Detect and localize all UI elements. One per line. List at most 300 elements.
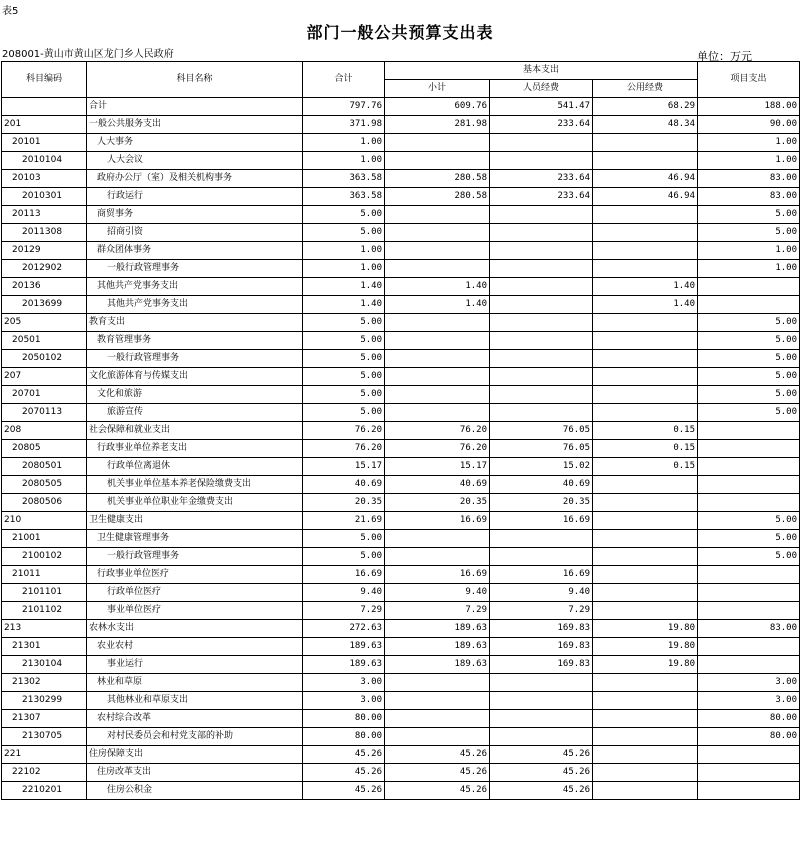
table-row xyxy=(2,296,800,314)
cell-public: 68.29 xyxy=(593,98,698,116)
cell-personnel xyxy=(490,152,593,170)
currency-unit: 单位：万元 xyxy=(697,50,752,63)
cell-code: 208 xyxy=(2,422,87,440)
cell-name: 行政单位离退休 xyxy=(87,458,303,476)
cell-public xyxy=(593,674,698,692)
cell-total: 189.63 xyxy=(303,656,385,674)
cell-public: 19.80 xyxy=(593,620,698,638)
cell-personnel xyxy=(490,332,593,350)
cell-project: 80.00 xyxy=(698,728,800,746)
cell-code: 20136 xyxy=(2,278,87,296)
cell-public: 48.34 xyxy=(593,116,698,134)
cell-personnel: 7.29 xyxy=(490,602,593,620)
cell-project: 1.00 xyxy=(698,242,800,260)
cell-public xyxy=(593,242,698,260)
table-row xyxy=(2,584,800,602)
cell-personnel: 9.40 xyxy=(490,584,593,602)
cell-code: 210 xyxy=(2,512,87,530)
cell-code: 2080501 xyxy=(2,458,87,476)
cell-personnel xyxy=(490,278,593,296)
cell-code: 2010301 xyxy=(2,188,87,206)
table-row xyxy=(2,332,800,350)
cell-subtotal xyxy=(385,404,490,422)
cell-project: 5.00 xyxy=(698,332,800,350)
header-total: 合计 xyxy=(303,62,385,98)
cell-name: 其他林业和草原支出 xyxy=(87,692,303,710)
cell-project: 90.00 xyxy=(698,116,800,134)
cell-subtotal xyxy=(385,332,490,350)
cell-code: 2210201 xyxy=(2,782,87,800)
cell-code: 21001 xyxy=(2,530,87,548)
cell-project xyxy=(698,566,800,584)
cell-subtotal: 1.40 xyxy=(385,278,490,296)
cell-personnel xyxy=(490,710,593,728)
cell-total: 5.00 xyxy=(303,530,385,548)
cell-name: 卫生健康支出 xyxy=(87,512,303,530)
table-row xyxy=(2,422,800,440)
cell-name: 一般行政管理事务 xyxy=(87,350,303,368)
cell-subtotal xyxy=(385,368,490,386)
page-title: 部门一般公共预算支出表 xyxy=(306,23,494,42)
cell-total: 371.98 xyxy=(303,116,385,134)
cell-total: 3.00 xyxy=(303,674,385,692)
cell-personnel: 76.05 xyxy=(490,440,593,458)
header-subtotal: 小计 xyxy=(385,80,490,98)
header-project: 项目支出 xyxy=(698,62,800,98)
cell-name: 文化旅游体育与传媒支出 xyxy=(87,368,303,386)
cell-subtotal xyxy=(385,530,490,548)
cell-project: 5.00 xyxy=(698,206,800,224)
cell-code: 20701 xyxy=(2,386,87,404)
cell-personnel xyxy=(490,296,593,314)
cell-name: 行政事业单位养老支出 xyxy=(87,440,303,458)
cell-code: 2010104 xyxy=(2,152,87,170)
cell-name: 行政事业单位医疗 xyxy=(87,566,303,584)
table-row xyxy=(2,440,800,458)
cell-name: 政府办公厅（室）及相关机构事务 xyxy=(87,170,303,188)
cell-code: 21302 xyxy=(2,674,87,692)
table-row xyxy=(2,728,800,746)
cell-personnel: 16.69 xyxy=(490,566,593,584)
cell-public xyxy=(593,602,698,620)
cell-project: 5.00 xyxy=(698,314,800,332)
cell-public xyxy=(593,404,698,422)
cell-public xyxy=(593,332,698,350)
cell-personnel: 15.02 xyxy=(490,458,593,476)
cell-public xyxy=(593,206,698,224)
cell-total: 1.00 xyxy=(303,152,385,170)
cell-public xyxy=(593,314,698,332)
table-row xyxy=(2,314,800,332)
cell-public: 0.15 xyxy=(593,440,698,458)
cell-project xyxy=(698,746,800,764)
cell-personnel xyxy=(490,674,593,692)
cell-code: 20103 xyxy=(2,170,87,188)
cell-subtotal: 16.69 xyxy=(385,566,490,584)
header-name: 科目名称 xyxy=(87,62,303,98)
cell-subtotal: 45.26 xyxy=(385,782,490,800)
cell-subtotal xyxy=(385,206,490,224)
cell-personnel xyxy=(490,530,593,548)
cell-code: 20129 xyxy=(2,242,87,260)
cell-code: 2070113 xyxy=(2,404,87,422)
table-row xyxy=(2,152,800,170)
cell-project: 5.00 xyxy=(698,368,800,386)
cell-total: 45.26 xyxy=(303,782,385,800)
cell-personnel: 45.26 xyxy=(490,782,593,800)
cell-name: 对村民委员会和村党支部的补助 xyxy=(87,728,303,746)
cell-code: 20501 xyxy=(2,332,87,350)
cell-personnel: 16.69 xyxy=(490,512,593,530)
cell-personnel xyxy=(490,386,593,404)
cell-subtotal: 20.35 xyxy=(385,494,490,512)
cell-project xyxy=(698,476,800,494)
cell-name: 其他共产党事务支出 xyxy=(87,278,303,296)
cell-name: 招商引资 xyxy=(87,224,303,242)
cell-code: 20113 xyxy=(2,206,87,224)
cell-name: 教育支出 xyxy=(87,314,303,332)
cell-total: 189.63 xyxy=(303,638,385,656)
cell-code: 21011 xyxy=(2,566,87,584)
cell-name: 人大事务 xyxy=(87,134,303,152)
cell-public xyxy=(593,764,698,782)
cell-total: 80.00 xyxy=(303,728,385,746)
cell-project: 5.00 xyxy=(698,350,800,368)
cell-name: 一般行政管理事务 xyxy=(87,548,303,566)
cell-code: 2101101 xyxy=(2,584,87,602)
cell-name: 农村综合改革 xyxy=(87,710,303,728)
table-row xyxy=(2,188,800,206)
cell-total: 1.00 xyxy=(303,260,385,278)
cell-name: 住房改革支出 xyxy=(87,764,303,782)
table-row xyxy=(2,386,800,404)
cell-code: 213 xyxy=(2,620,87,638)
cell-total: 76.20 xyxy=(303,422,385,440)
cell-project xyxy=(698,656,800,674)
cell-subtotal xyxy=(385,674,490,692)
cell-public xyxy=(593,152,698,170)
cell-code: 20101 xyxy=(2,134,87,152)
cell-personnel xyxy=(490,692,593,710)
cell-name: 农业农村 xyxy=(87,638,303,656)
cell-name: 农林水支出 xyxy=(87,620,303,638)
header-code: 科目编码 xyxy=(2,62,87,98)
cell-project: 1.00 xyxy=(698,152,800,170)
cell-subtotal xyxy=(385,314,490,332)
cell-subtotal: 40.69 xyxy=(385,476,490,494)
cell-project xyxy=(698,422,800,440)
cell-public xyxy=(593,134,698,152)
cell-personnel: 169.83 xyxy=(490,620,593,638)
cell-subtotal: 76.20 xyxy=(385,440,490,458)
cell-public xyxy=(593,710,698,728)
cell-total: 5.00 xyxy=(303,332,385,350)
cell-name: 卫生健康管理事务 xyxy=(87,530,303,548)
cell-public xyxy=(593,224,698,242)
cell-subtotal: 1.40 xyxy=(385,296,490,314)
table-row xyxy=(2,404,800,422)
cell-public: 46.94 xyxy=(593,188,698,206)
cell-name: 行政运行 xyxy=(87,188,303,206)
cell-total: 45.26 xyxy=(303,746,385,764)
cell-total: 3.00 xyxy=(303,692,385,710)
cell-public: 19.80 xyxy=(593,656,698,674)
cell-subtotal xyxy=(385,386,490,404)
cell-name: 机关事业单位基本养老保险缴费支出 xyxy=(87,476,303,494)
cell-name: 社会保障和就业支出 xyxy=(87,422,303,440)
cell-subtotal: 609.76 xyxy=(385,98,490,116)
cell-public: 1.40 xyxy=(593,296,698,314)
cell-subtotal: 189.63 xyxy=(385,638,490,656)
cell-public: 0.15 xyxy=(593,458,698,476)
table-row xyxy=(2,764,800,782)
cell-total: 1.00 xyxy=(303,242,385,260)
cell-subtotal: 281.98 xyxy=(385,116,490,134)
cell-total: 5.00 xyxy=(303,386,385,404)
cell-subtotal: 9.40 xyxy=(385,584,490,602)
cell-public: 0.15 xyxy=(593,422,698,440)
cell-subtotal: 280.58 xyxy=(385,170,490,188)
cell-subtotal xyxy=(385,692,490,710)
cell-name: 住房公积金 xyxy=(87,782,303,800)
cell-project: 5.00 xyxy=(698,530,800,548)
cell-public xyxy=(593,566,698,584)
cell-personnel: 45.26 xyxy=(490,764,593,782)
cell-personnel xyxy=(490,206,593,224)
cell-code: 2012902 xyxy=(2,260,87,278)
cell-project: 80.00 xyxy=(698,710,800,728)
cell-name: 文化和旅游 xyxy=(87,386,303,404)
cell-public xyxy=(593,386,698,404)
cell-public: 1.40 xyxy=(593,278,698,296)
cell-total: 1.40 xyxy=(303,296,385,314)
cell-code: 2130705 xyxy=(2,728,87,746)
cell-total: 7.29 xyxy=(303,602,385,620)
cell-subtotal xyxy=(385,152,490,170)
cell-personnel xyxy=(490,134,593,152)
cell-total: 16.69 xyxy=(303,566,385,584)
cell-total: 21.69 xyxy=(303,512,385,530)
table-row xyxy=(2,224,800,242)
cell-code: 2130104 xyxy=(2,656,87,674)
cell-personnel xyxy=(490,404,593,422)
cell-total: 1.40 xyxy=(303,278,385,296)
cell-code: 2011308 xyxy=(2,224,87,242)
table-row xyxy=(2,494,800,512)
cell-total: 15.17 xyxy=(303,458,385,476)
cell-project xyxy=(698,782,800,800)
cell-total: 5.00 xyxy=(303,314,385,332)
cell-total: 9.40 xyxy=(303,584,385,602)
cell-project: 3.00 xyxy=(698,674,800,692)
cell-subtotal xyxy=(385,224,490,242)
cell-code: 2100102 xyxy=(2,548,87,566)
table-row xyxy=(2,98,800,116)
cell-total: 5.00 xyxy=(303,368,385,386)
cell-project: 5.00 xyxy=(698,512,800,530)
cell-name: 行政单位医疗 xyxy=(87,584,303,602)
cell-public: 19.80 xyxy=(593,638,698,656)
cell-personnel xyxy=(490,728,593,746)
table-row xyxy=(2,746,800,764)
table-row xyxy=(2,656,800,674)
table-row xyxy=(2,548,800,566)
cell-project xyxy=(698,764,800,782)
cell-project xyxy=(698,296,800,314)
cell-total: 5.00 xyxy=(303,404,385,422)
unit-name: 208001-黄山市黄山区龙门乡人民政府 xyxy=(2,49,174,60)
cell-project xyxy=(698,440,800,458)
cell-personnel xyxy=(490,242,593,260)
cell-code: 22102 xyxy=(2,764,87,782)
cell-public xyxy=(593,368,698,386)
cell-name: 机关事业单位职业年金缴费支出 xyxy=(87,494,303,512)
cell-name: 群众团体事务 xyxy=(87,242,303,260)
cell-total: 5.00 xyxy=(303,224,385,242)
cell-total: 80.00 xyxy=(303,710,385,728)
cell-subtotal: 280.58 xyxy=(385,188,490,206)
cell-project xyxy=(698,458,800,476)
cell-name: 合计 xyxy=(87,98,303,116)
table-row xyxy=(2,638,800,656)
cell-name: 事业运行 xyxy=(87,656,303,674)
cell-subtotal: 45.26 xyxy=(385,764,490,782)
cell-personnel: 169.83 xyxy=(490,656,593,674)
cell-subtotal: 189.63 xyxy=(385,620,490,638)
cell-code: 2013699 xyxy=(2,296,87,314)
cell-subtotal xyxy=(385,548,490,566)
table-row xyxy=(2,602,800,620)
cell-public xyxy=(593,350,698,368)
cell-code: 2080505 xyxy=(2,476,87,494)
cell-name: 住房保障支出 xyxy=(87,746,303,764)
cell-personnel: 76.05 xyxy=(490,422,593,440)
cell-code: 2130299 xyxy=(2,692,87,710)
cell-public xyxy=(593,692,698,710)
table-row xyxy=(2,170,800,188)
cell-subtotal: 15.17 xyxy=(385,458,490,476)
cell-name: 一般行政管理事务 xyxy=(87,260,303,278)
cell-personnel xyxy=(490,224,593,242)
cell-public xyxy=(593,584,698,602)
cell-code: 2101102 xyxy=(2,602,87,620)
budget-table xyxy=(1,61,800,800)
table-row xyxy=(2,260,800,278)
cell-public xyxy=(593,746,698,764)
cell-subtotal xyxy=(385,710,490,728)
cell-subtotal xyxy=(385,728,490,746)
cell-name: 人大会议 xyxy=(87,152,303,170)
table-row xyxy=(2,476,800,494)
cell-total: 363.58 xyxy=(303,188,385,206)
table-row xyxy=(2,566,800,584)
table-number: 表5 xyxy=(2,6,19,17)
table-row xyxy=(2,242,800,260)
cell-project xyxy=(698,638,800,656)
cell-subtotal xyxy=(385,260,490,278)
cell-project: 188.00 xyxy=(698,98,800,116)
cell-total: 5.00 xyxy=(303,548,385,566)
cell-name: 林业和草原 xyxy=(87,674,303,692)
cell-project: 5.00 xyxy=(698,404,800,422)
table-row xyxy=(2,512,800,530)
cell-total: 797.76 xyxy=(303,98,385,116)
cell-public xyxy=(593,260,698,278)
table-row xyxy=(2,782,800,800)
cell-code: 21307 xyxy=(2,710,87,728)
cell-personnel: 169.83 xyxy=(490,638,593,656)
cell-project xyxy=(698,494,800,512)
cell-total: 272.63 xyxy=(303,620,385,638)
cell-code: 205 xyxy=(2,314,87,332)
cell-code xyxy=(2,98,87,116)
cell-total: 20.35 xyxy=(303,494,385,512)
cell-personnel: 233.64 xyxy=(490,116,593,134)
table-body xyxy=(2,98,800,800)
cell-subtotal: 16.69 xyxy=(385,512,490,530)
cell-subtotal: 7.29 xyxy=(385,602,490,620)
cell-name: 旅游宣传 xyxy=(87,404,303,422)
cell-subtotal xyxy=(385,134,490,152)
cell-personnel xyxy=(490,368,593,386)
cell-name: 一般公共服务支出 xyxy=(87,116,303,134)
cell-total: 1.00 xyxy=(303,134,385,152)
cell-personnel xyxy=(490,548,593,566)
cell-public xyxy=(593,530,698,548)
table-row xyxy=(2,116,800,134)
cell-public xyxy=(593,494,698,512)
cell-public xyxy=(593,728,698,746)
table-row xyxy=(2,458,800,476)
cell-code: 21301 xyxy=(2,638,87,656)
cell-personnel: 45.26 xyxy=(490,746,593,764)
table-row xyxy=(2,692,800,710)
table-row xyxy=(2,530,800,548)
cell-personnel xyxy=(490,350,593,368)
table-row xyxy=(2,134,800,152)
table-row xyxy=(2,710,800,728)
table-row xyxy=(2,206,800,224)
header-personnel: 人员经费 xyxy=(490,80,593,98)
cell-project xyxy=(698,584,800,602)
table-row xyxy=(2,674,800,692)
cell-public xyxy=(593,512,698,530)
table-row xyxy=(2,278,800,296)
cell-public xyxy=(593,548,698,566)
header-basic: 基本支出 xyxy=(385,62,698,80)
cell-code: 2080506 xyxy=(2,494,87,512)
table-row xyxy=(2,620,800,638)
cell-subtotal: 189.63 xyxy=(385,656,490,674)
cell-code: 207 xyxy=(2,368,87,386)
cell-personnel: 20.35 xyxy=(490,494,593,512)
table-row xyxy=(2,350,800,368)
cell-total: 5.00 xyxy=(303,206,385,224)
cell-personnel: 541.47 xyxy=(490,98,593,116)
cell-name: 商贸事务 xyxy=(87,206,303,224)
cell-total: 5.00 xyxy=(303,350,385,368)
cell-project: 83.00 xyxy=(698,170,800,188)
cell-personnel xyxy=(490,314,593,332)
cell-project xyxy=(698,602,800,620)
cell-name: 事业单位医疗 xyxy=(87,602,303,620)
cell-total: 40.69 xyxy=(303,476,385,494)
cell-subtotal: 45.26 xyxy=(385,746,490,764)
cell-personnel: 40.69 xyxy=(490,476,593,494)
cell-code: 2050102 xyxy=(2,350,87,368)
cell-total: 45.26 xyxy=(303,764,385,782)
cell-project: 1.00 xyxy=(698,134,800,152)
